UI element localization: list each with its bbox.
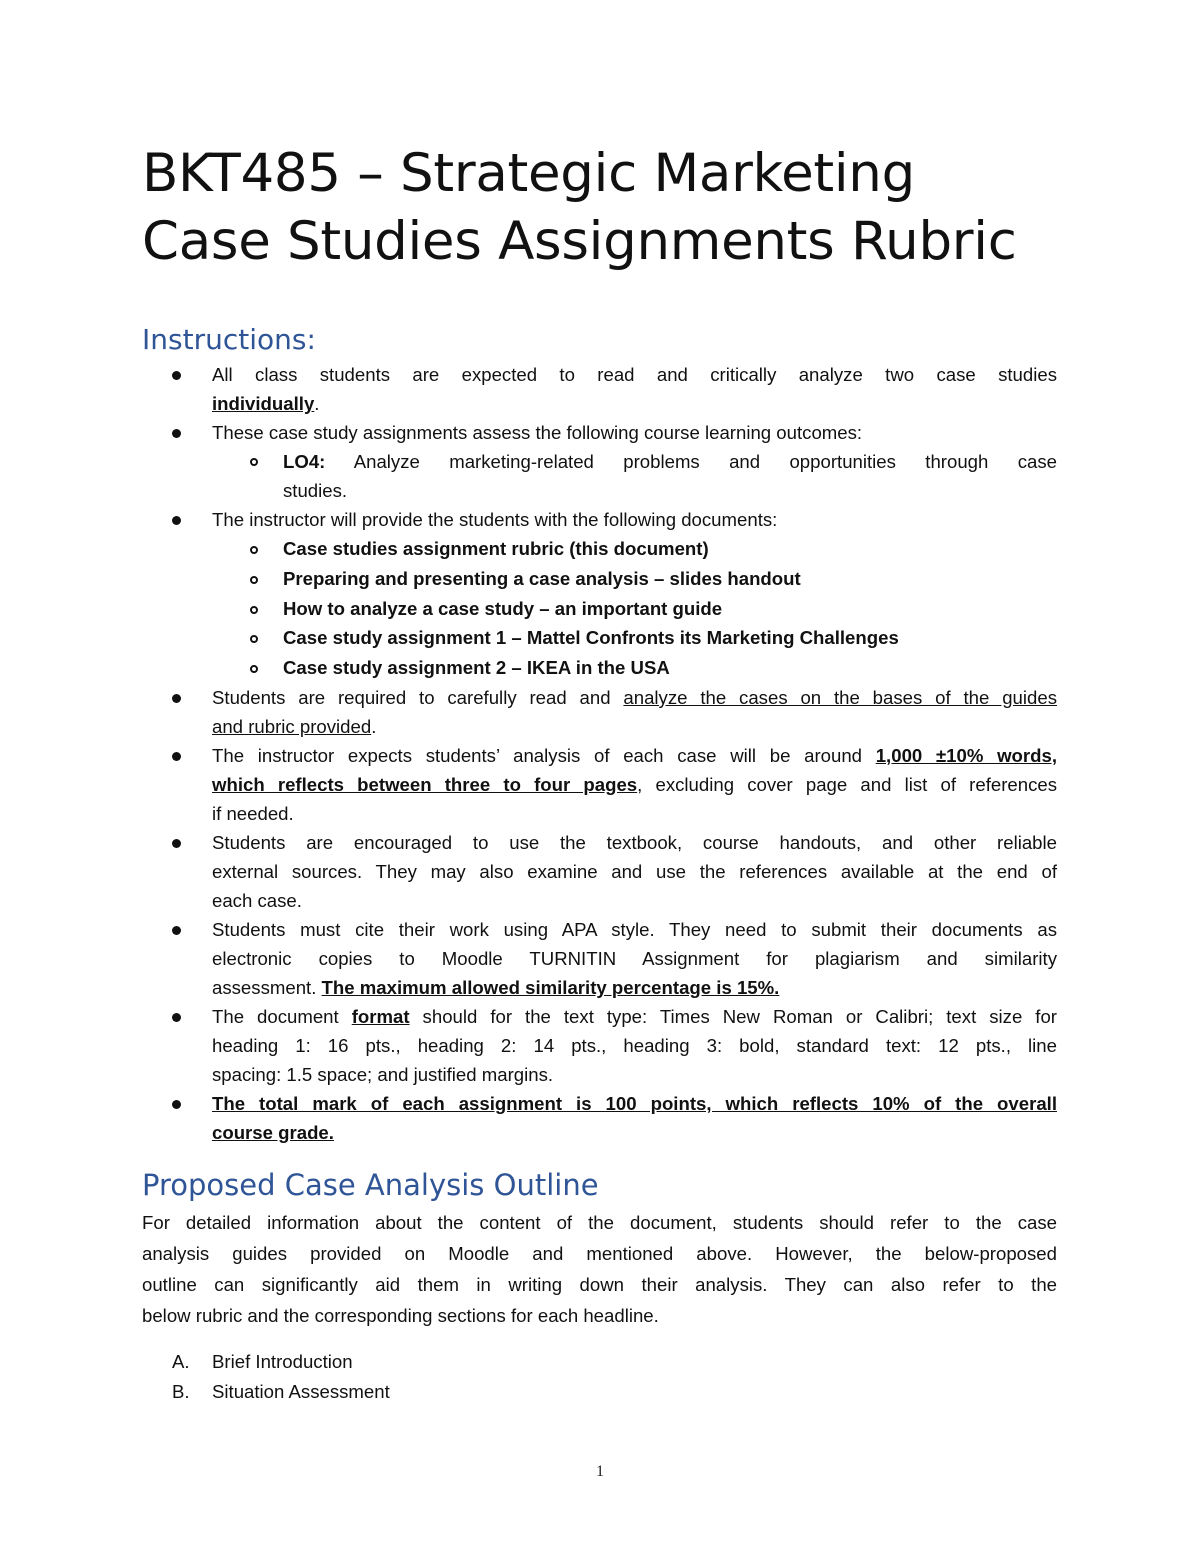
bullet-4-line-1: Students are required to carefully read and analyze the cases on the bases of the guides xyxy=(212,687,1057,708)
instructions-heading: Instructions: xyxy=(142,323,316,356)
bullet-marker xyxy=(172,839,181,848)
bullet-6-line-1: Students are encouraged to use the textbook, course handouts, and other reliable xyxy=(212,832,1057,853)
bullet-marker xyxy=(172,752,181,761)
sub-bullet-marker xyxy=(250,635,258,643)
outline-paragraph-line-3: outline can significantly aid them in writing down their analysis. They can also refer to the xyxy=(142,1274,1057,1295)
outline-item-marker: B. xyxy=(172,1381,190,1402)
outline-heading: Proposed Case Analysis Outline xyxy=(142,1168,599,1202)
bullet-7-line-2: electronic copies to Moodle TURNITIN Assignment for plagiarism and similarity xyxy=(212,948,1057,969)
lo4-line-2: studies. xyxy=(283,480,348,501)
bullet-8-line-1: The document format should for the text type: Times New Roman or Calibri; text size for xyxy=(212,1006,1057,1027)
document-item: Case study assignment 1 – Mattel Confronts its Marketing Challenges xyxy=(283,627,899,648)
sub-bullet-marker xyxy=(250,458,258,466)
outline-paragraph-line-4: below rubric and the corresponding sections for each headline. xyxy=(142,1305,659,1326)
sub-bullet-marker xyxy=(250,606,258,614)
bullet-9-line-1: The total mark of each assignment is 100 points, which reflects 10% of the overall xyxy=(212,1093,1057,1114)
lo4-line-1: LO4: Analyze marketing-related problems and opportunities through case xyxy=(283,451,1057,472)
emphasis-text: individually xyxy=(212,393,315,414)
bullet-6-line-2: external sources. They may also examine and use the references available at the end of xyxy=(212,861,1057,882)
bullet-marker xyxy=(172,926,181,935)
bullet-7-line-3: assessment. The maximum allowed similarity percentage is 15%. xyxy=(212,977,780,998)
bullet-marker xyxy=(172,516,181,525)
page-number: 1 xyxy=(596,1463,604,1480)
document-item: How to analyze a case study – an important guide xyxy=(283,598,723,619)
document-title xyxy=(142,140,1017,276)
bullet-marker xyxy=(172,371,181,380)
bullet-1-line-1: All class students are expected to read and critically analyze two case studies xyxy=(212,364,1057,385)
bullet-4-line-2: and rubric provided. xyxy=(212,716,377,737)
bullet-5-line-2: which reflects between three to four pages, excluding cover page and list of references xyxy=(212,774,1058,795)
bullet-7-line-1: Students must cite their work using APA style. They need to submit their documents as xyxy=(212,919,1057,940)
bullet-2-text: These case study assignments assess the following course learning outcomes: xyxy=(212,422,863,443)
document-item: Case study assignment 2 – IKEA in the USA xyxy=(283,657,670,678)
sub-bullet-marker xyxy=(250,546,258,554)
title-line-2: Case Studies Assignments Rubric xyxy=(142,211,1017,272)
outline-paragraph-line-1: For detailed information about the content of the document, students should refer to the case xyxy=(142,1212,1057,1233)
bullet-5-line-1: The instructor expects students’ analysis of each case will be around 1,000 ±10% words, xyxy=(212,745,1057,766)
outline-item-text: Situation Assessment xyxy=(212,1381,390,1402)
bullet-1-line-2: individually. xyxy=(212,393,320,414)
title-line-1: BKT485 – Strategic Marketing xyxy=(142,143,915,204)
document-item: Preparing and presenting a case analysis – slides handout xyxy=(283,568,801,589)
bullet-marker xyxy=(172,1100,181,1109)
outline-item-text: Brief Introduction xyxy=(212,1351,353,1372)
outline-paragraph-line-2: analysis guides provided on Moodle and mentioned above. However, the below-proposed xyxy=(142,1243,1057,1264)
document-item: Case studies assignment rubric (this document) xyxy=(283,538,709,559)
bullet-marker xyxy=(172,1013,181,1022)
bullet-3-text: The instructor will provide the students with the following documents: xyxy=(212,509,778,530)
bullet-marker xyxy=(172,694,181,703)
bullet-8-line-2: heading 1: 16 pts., heading 2: 14 pts., heading 3: bold, standard text: 12 pts., line xyxy=(212,1035,1057,1056)
bullet-5-line-3: if needed. xyxy=(212,803,294,824)
sub-bullet-marker xyxy=(250,665,258,673)
bullet-8-line-3: spacing: 1.5 space; and justified margins. xyxy=(212,1064,554,1085)
outline-item-marker: A. xyxy=(172,1351,190,1372)
bullet-marker xyxy=(172,429,181,438)
sub-bullet-marker xyxy=(250,576,258,584)
bullet-9-line-2: course grade. xyxy=(212,1122,334,1143)
bullet-6-line-3: each case. xyxy=(212,890,302,911)
